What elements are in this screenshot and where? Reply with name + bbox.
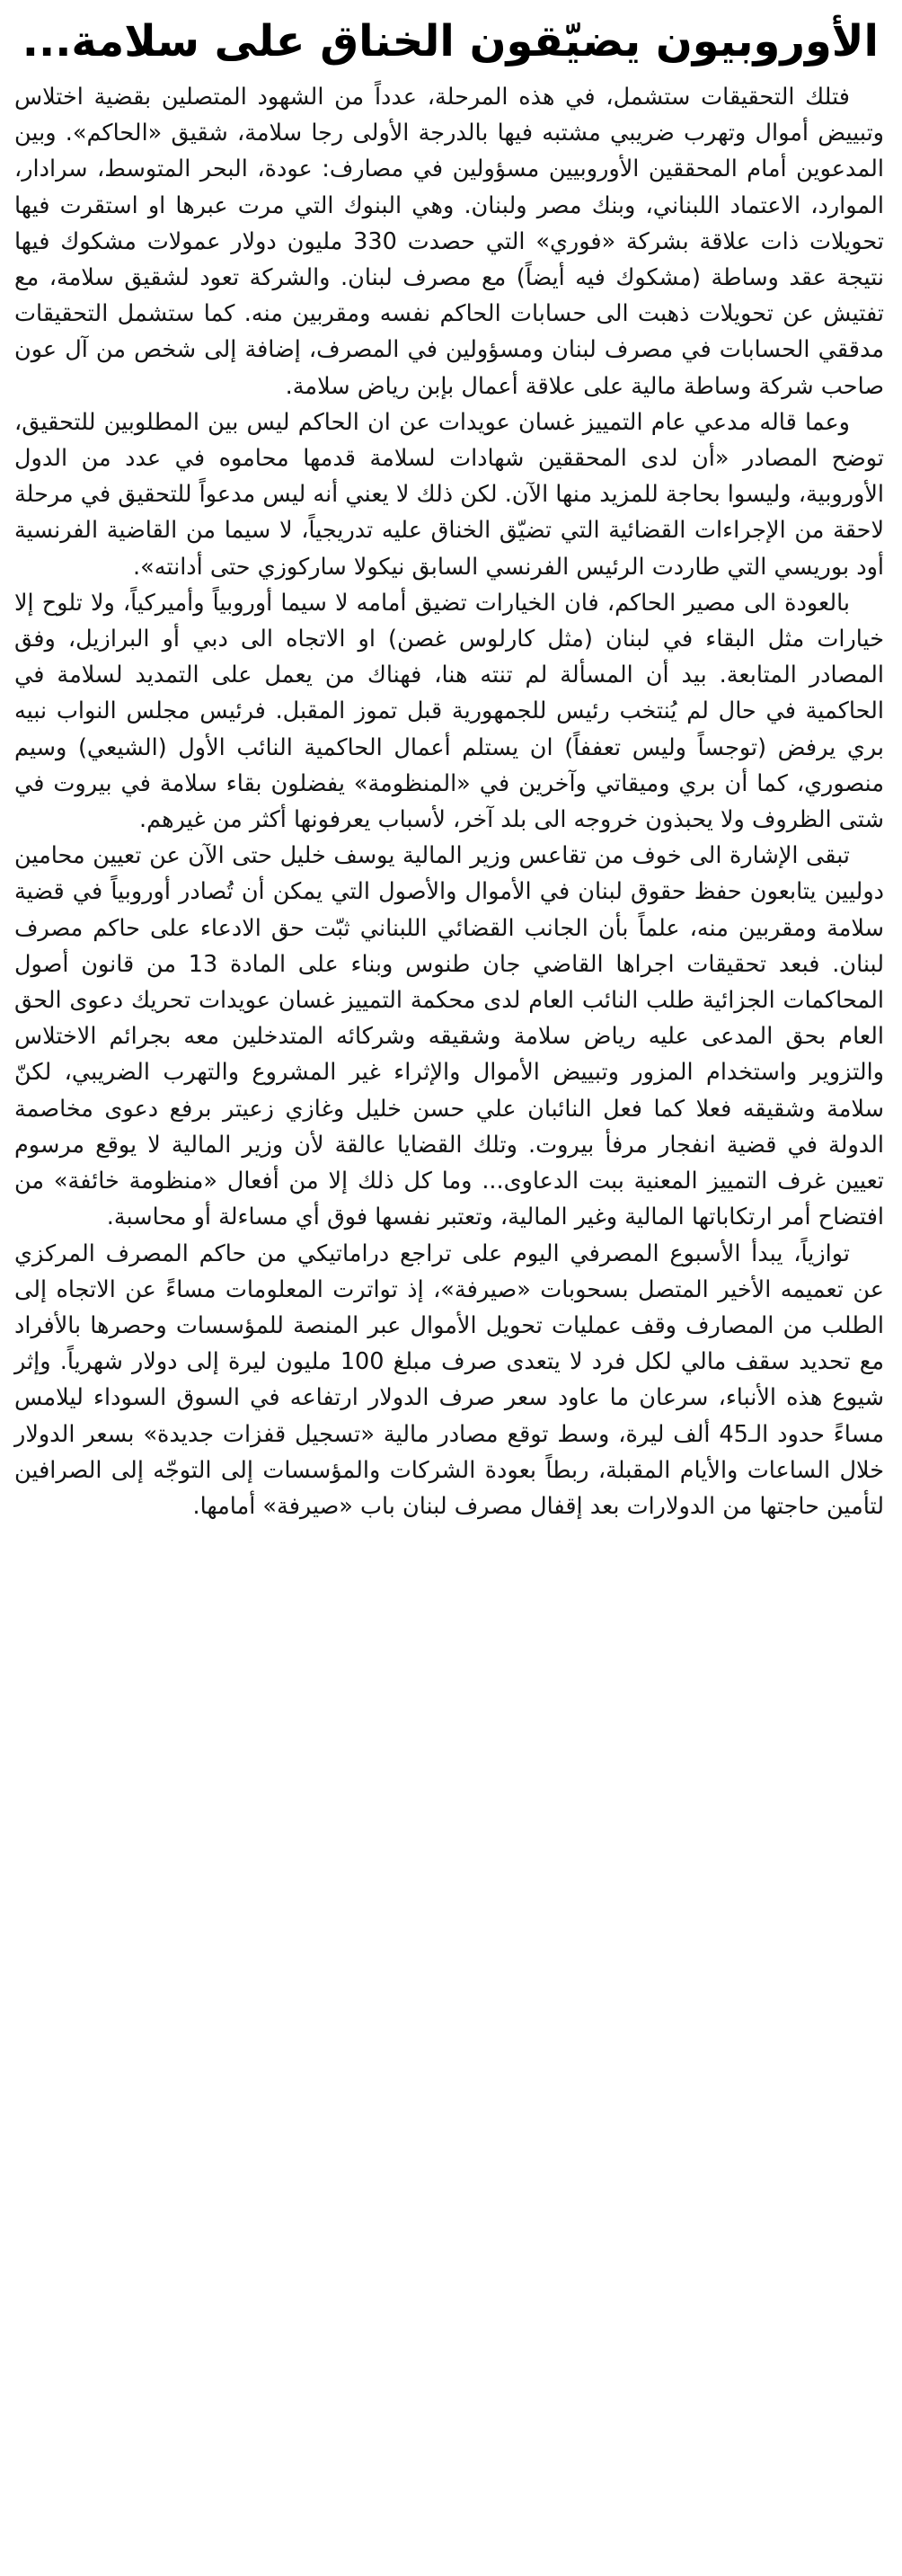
article-paragraph-1: فتلك التحقيقات ستشمل، في هذه المرحلة، عدداً من الشهود المتصلين بقضية اختلاس وتبييض أموال وتهرب ضريبي مشتبه فيها بالدرجة الأولى رجا سلامة، شقيق «الحاكم». وبين المدعوين أمام المحققين الأوروبيين مسؤولين في مصارف: عودة، البحر المتوسط، سرادار، الموارد، الاعتماد اللبناني، وبنك مصر ولبنان. وهي البنوك التي مرت عبرها او استقرت فيها تحويلات ذات علاقة بشركة «فوري» التي حصدت 330 مليون دولار عمولات مشكوك فيها نتيجة عقد وساطة (مشكوك فيه أيضاً) مع مصرف لبنان. والشركة تعود لشقيق سلامة، مع تفتيش عن تحويلات ذهبت الى حسابات الحاكم نفسه ومقربين منه. كما ستشمل التحقيقات مدققي الحسابات في مصرف لبنان ومسؤولين في المصرف، إضافة إلى شخص من آل عون صاحب شركة وساطة مالية على علاقة أعمال بإبن رياض سلامة. — [14, 84, 884, 400]
article-paragraph-5: توازياً، يبدأ الأسبوع المصرفي اليوم على تراجع دراماتيكي من حاكم المصرف المركزي عن تعميمه الأخير المتصل بسحوبات «صيرفة»، إذ تواترت المعلومات مساءً عن الاتجاه إلى الطلب من المصارف وقف عمليات تحويل الأموال عبر المنصة للمؤسسات وحصرها بالأفراد مع تحديد سقف مالي لكل فرد لا يتعدى صرف مبلغ 100 مليون ليرة إلى دولار شهرياً. وإثر شيوع هذه الأنباء، سرعان ما عاود سعر صرف الدولار ارتفاعه في السوق السوداء ليلامس مساءً حدود الـ45 ألف ليرة، وسط توقع مصادر مالية «تسجيل قفزات جديدة» بسعر الدولار خلال الساعات والأيام المقبلة، ربطاً بعودة الشركات والمؤسسات إلى التوجّه إلى الصرافين لتأمين حاجتها من الدولارات بعد إقفال مصرف لبنان باب «صيرفة» أمامها. — [14, 1239, 884, 1520]
article-body — [14, 79, 884, 1524]
article-paragraph-3: بالعودة الى مصير الحاكم، فان الخيارات تضيق أمامه لا سيما أوروبياً وأميركياً، ولا تلوح إلا خيارات مثل البقاء في لبنان (مثل كارلوس غصن) او الاتجاه الى دبي أو البرازيل، وفق المصادر المتابعة. بيد أن المسألة لم تنته هنا، فهناك من يعمل على التمديد لسلامة في الحاكمية في حال لم يُنتخب رئيس للجمهورية قبل تموز المقبل. فرئيس مجلس النواب نبيه بري يرفض (توجساً وليس تعففاً) ان يستلم أعمال الحاكمية النائب الأول (الشيعي) وسيم منصوري، كما أن بري وميقاتي وآخرين في «المنظومة» يفضلون بقاء سلامة في بيروت في شتى الظروف ولا يحبذون خروجه الى بلد آخر، لأسباب يعرفونها أكثر من غيرهم. — [14, 589, 884, 834]
article-headline: الأوروبيون يضيّقون الخناق على سلامة... — [22, 16, 879, 67]
article-paragraph-4: تبقى الإشارة الى خوف من تقاعس وزير المالية يوسف خليل حتى الآن عن تعيين محامين دوليين يتابعون حفظ حقوق لبنان في الأموال والأصول التي يمكن أن تُصادر أوروبياً في قضية سلامة ومقربين منه، علماً بأن الجانب القضائي اللبناني ثبّت حق الادعاء على حاكم مصرف لبنان. فبعد تحقيقات اجراها القاضي جان طنوس وبناء على المادة 13 من قانون أصول المحاكمات الجزائية طلب النائب العام لدى محكمة التمييز غسان عويدات تحريك دعوى الحق العام بحق المدعى عليه رياض سلامة وشقيقه وشركائه المتدخلين معه بجرائم الاختلاس والتزوير واستخدام المزور وتبييض الأموال والإثراء غير المشروع والتهرب الضريبي، لكنّ سلامة وشقيقه فعلا كما فعل النائبان علي حسن خليل وغازي زعيتر برفع دعوى مخاصمة الدولة في قضية انفجار مرفأ بيروت. وتلك القضايا عالقة لأن وزير المالية لا يوقع مرسوم تعيين غرف التمييز المعنية ببت الدعاوى... وما كل ذلك إلا من أفعال «منظومة خائفة» من افتضاح أمر ارتكاباتها المالية وغير المالية، وتعتبر نفسها فوق أي مساءلة أو محاسبة. — [14, 842, 884, 1231]
article-paragraph-2: وعما قاله مدعي عام التمييز غسان عويدات عن ان الحاكم ليس بين المطلوبين للتحقيق، توضح المصادر «أن لدى المحققين شهادات لسلامة قدمها محاموه في عدد من الدول الأوروبية، وليسوا بحاجة للمزيد منها الآن. لكن ذلك لا يعني أنه ليس مدعواً للتحقيق في مرحلة لاحقة من الإجراءات القضائية التي تضيّق الخناق عليه تدريجياً، لا سيما من القاضية الفرنسية أود بوريسي التي طاردت الرئيس الفرنسي السابق نيكولا ساركوزي حتى أدانته». — [14, 408, 884, 581]
